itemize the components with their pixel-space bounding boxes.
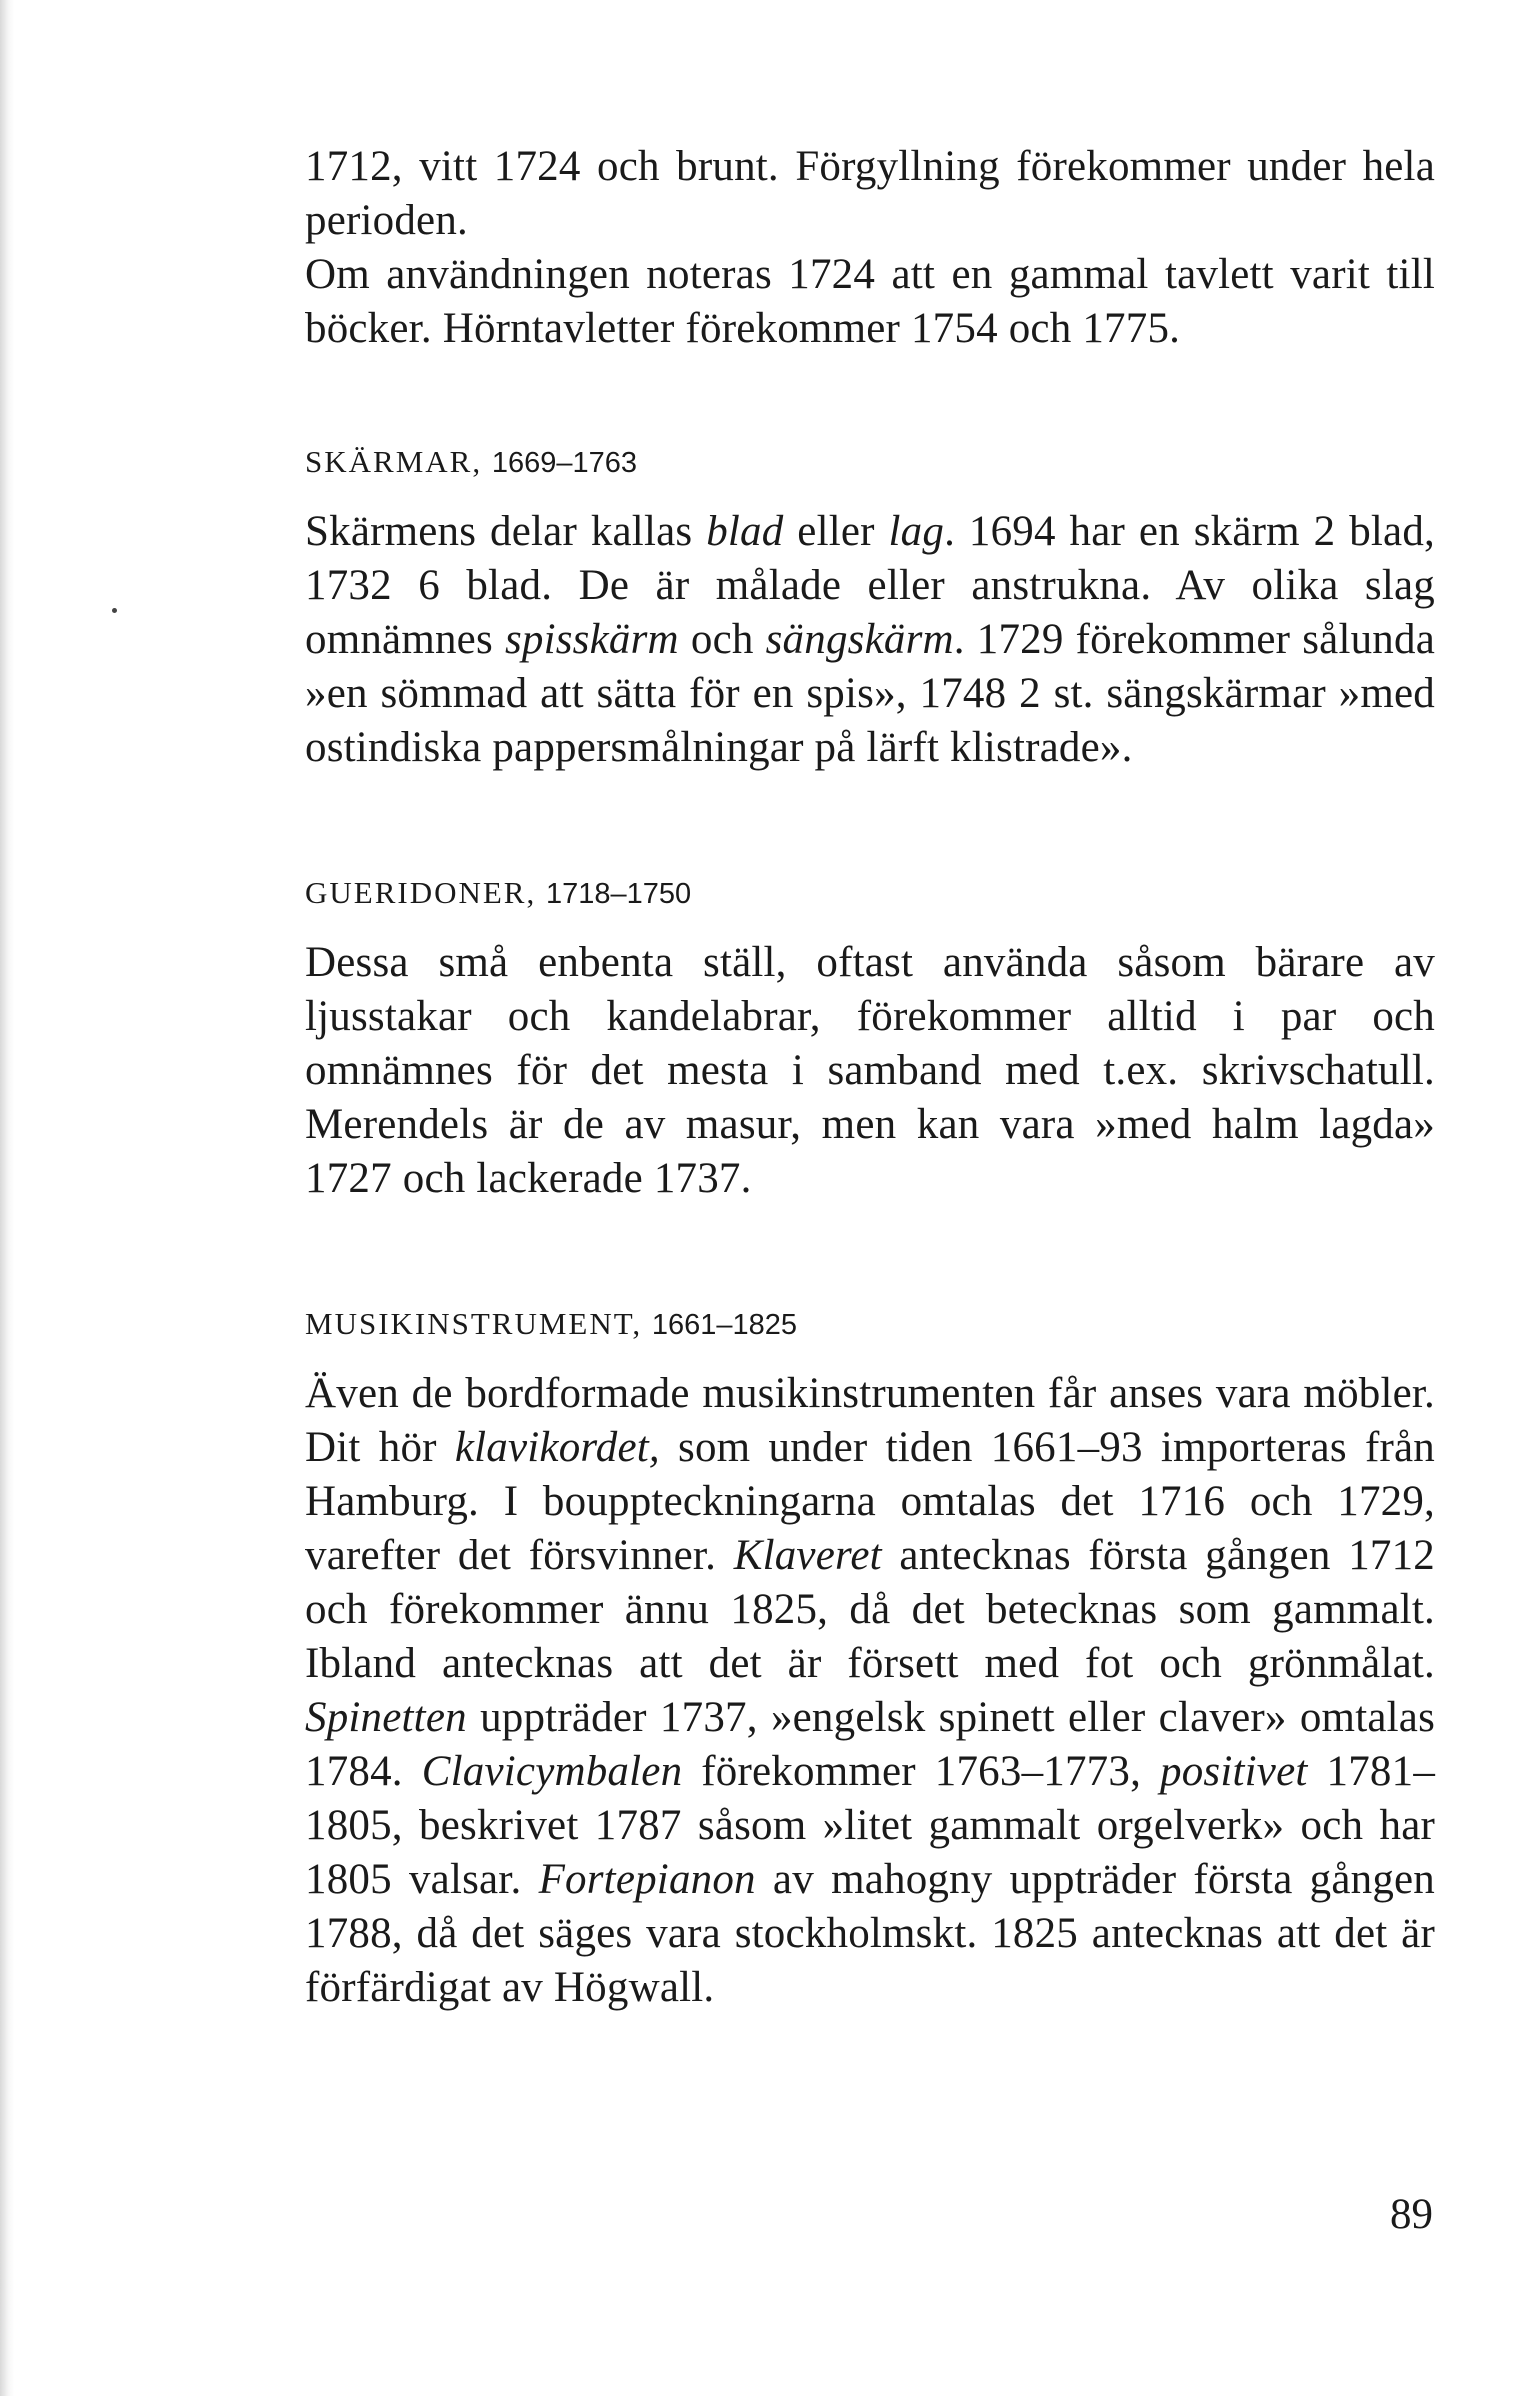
text-run: förekommer 1763–1773, [682,1748,1161,1795]
italic-term: blad [706,508,784,555]
text-run: antecknas första gången 1712 och förekommer ännu 1825, då det betecknas som gammalt. Ibland antecknas att det är försett med fot och grönmålat. [305,1532,1436,1687]
section-heading-skarmar [305,442,1435,483]
italic-term: positivet [1160,1748,1308,1795]
italic-term: klavikordet, [454,1424,660,1471]
gueridoner-paragraph: Dessa små enbenta ställ, oftast använda såsom bärare av ljusstakar och kandelabrar, förekommer alltid i par och omnämnes för det mesta i samband med t.ex. skrivschatull. Merendels är de av masur, men kan vara »med halm lagda» 1727 och lackerade 1737. [305,939,1435,1202]
section-gap [305,775,1435,873]
scan-edge-shadow [0,0,14,2396]
italic-term: Fortepianon [538,1856,756,1903]
section-gap [305,1206,1435,1304]
text-run: uppträder 1737, »engelsk spinett eller claver» omtalas 1784. [305,1694,1435,1795]
text-run: Även de bordformade musikinstrumenten får anses vara möbler. Dit hör [305,1370,1435,1471]
text-run: av mahogny uppträder första gången 1788, då det säges vara stockholmskt. 1825 antecknas att det är förfärdigat av Högwall. [305,1856,1436,2011]
italic-term: spisskärm [504,616,679,663]
section-gap [305,356,1435,442]
italic-term: Klaveret [733,1532,882,1579]
text-run: eller [783,508,889,555]
heading-title: GUERIDONER, [305,875,537,910]
text-run: som under tiden 1661–93 importeras från Hamburg. I bouppteckningarna omtalas det 1716 och 1729, varefter det försvinner. [305,1424,1435,1579]
skarmar-paragraph [305,505,1435,775]
speck-mark [112,608,117,613]
text-column [305,140,1435,2015]
text-run: . 1694 har en skärm 2 blad, 1732 6 blad. De är målade eller anstrukna. Av olika slag omnämnes [305,508,1435,663]
text-run: och [678,616,766,663]
intro-paragraph-1: 1712, vitt 1724 och brunt. Förgyllning förekommer under hela perioden. [305,143,1435,244]
text-run: 1781–1805, beskrivet 1787 såsom »litet gammalt orgelverk» och har 1805 valsar. [305,1748,1436,1903]
heading-years: 1669–1763 [491,447,637,479]
heading-title: MUSIKINSTRUMENT, [305,1306,643,1341]
heading-years: 1661–1825 [651,1309,798,1341]
page-number: 89 [1390,2191,1433,2238]
text-run: Skärmens delar kallas [305,508,707,555]
intro-paragraph-2: Om användningen noteras 1724 att en gammal tavlett varit till böcker. Hörntavletter förekommer 1754 och 1775. [305,251,1435,352]
heading-title: SKÄRMAR, [305,444,483,479]
text-run: . 1729 förekommer sålunda »en sömmad att sätta för en spis», 1748 2 st. sängskärmar »med ostindiska pappersmålningar på lärft klistrade». [305,616,1435,771]
italic-term: lag [888,508,945,555]
section-heading-musikinstrument [305,1304,1435,1345]
italic-term: sängskärm [765,616,954,663]
section-heading-gueridoner [305,873,1435,914]
heading-years: 1718–1750 [546,878,692,910]
italic-term: Clavicymbalen [421,1748,683,1795]
musikinstrument-paragraph [305,1367,1435,2015]
italic-term: Spinetten [305,1694,467,1741]
